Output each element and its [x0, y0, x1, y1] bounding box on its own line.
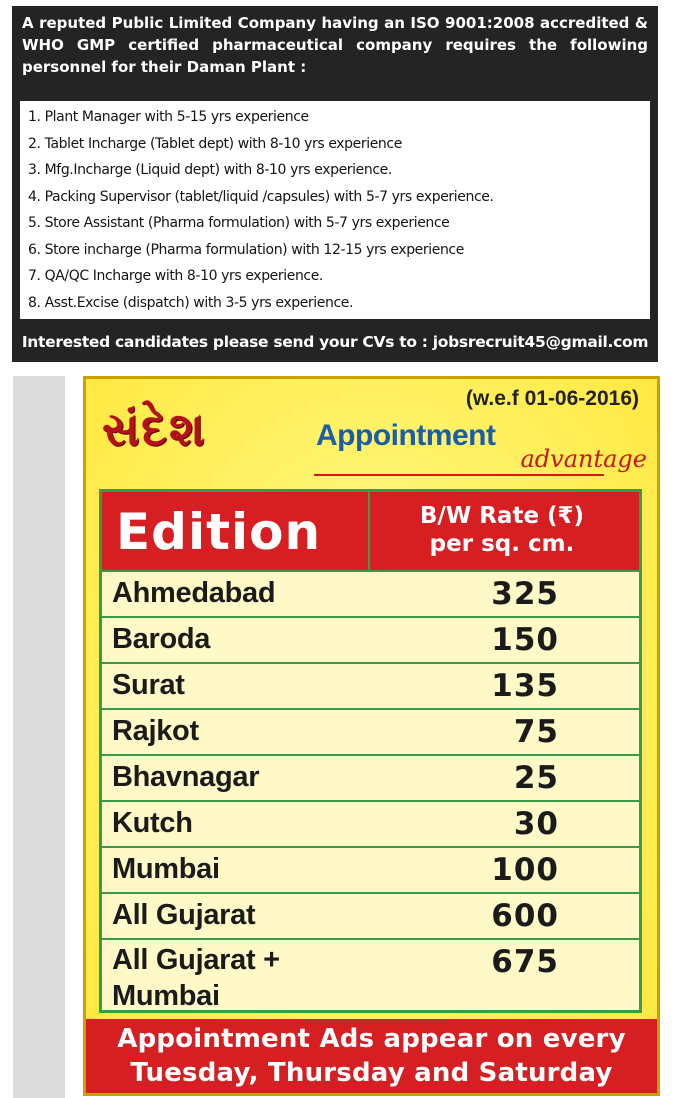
job-ad-intro: A reputed Public Limited Company having an ISO 9001:2008 accredited & WHO GMP certified pharmaceutical company requires the following personnel for their Daman Plant : [22, 14, 648, 76]
title-underline [314, 474, 604, 476]
header-rate [372, 502, 632, 558]
edition-cell: Bhavnagar [112, 761, 260, 793]
position-item: 7. QA/QC Incharge with 8-10 yrs experience. [28, 268, 323, 284]
position-item: 4. Packing Supervisor (tablet/liquid /capsules) with 5-7 yrs experience. [28, 188, 494, 205]
job-advertisement [12, 6, 658, 362]
rate-cell: 150 [491, 622, 559, 658]
edition-cell: Rajkot [112, 715, 199, 747]
edition-cell: Baroda [112, 623, 211, 655]
edition-cell: Surat [112, 669, 185, 701]
position-item: 3. Mfg.Incharge (Liquid dept) with 8-10 yrs experience. [28, 162, 392, 178]
table-body [102, 572, 639, 1014]
position-item: 1. Plant Manager with 5-15 yrs experience [28, 109, 309, 125]
table-row [102, 940, 639, 1014]
table-row [102, 710, 639, 756]
effective-date: (w.e.f 01-06-2016) [465, 387, 639, 410]
position-item: 5. Store Assistant (Pharma formulation) with 5-7 yrs experience [28, 215, 450, 231]
header-rate-line2: per sq. cm. [429, 531, 575, 557]
rate-cell: 75 [513, 714, 559, 750]
edition-cell: All Gujarat + Mumbai [112, 944, 280, 1012]
positions-list [20, 101, 650, 319]
rate-card [83, 376, 660, 1096]
schedule-line2: Tuesday, Thursday and Saturday [130, 1058, 613, 1088]
table-row [102, 664, 639, 710]
edition-cell: Kutch [112, 807, 193, 839]
rate-table [99, 489, 642, 1013]
position-item: 6. Store incharge (Pharma formulation) with 12-15 yrs experience [28, 241, 464, 258]
rate-cell: 675 [491, 944, 559, 980]
rate-cell: 600 [491, 898, 559, 934]
table-row [102, 848, 639, 894]
edition-cell: Mumbai [112, 853, 220, 885]
edition-cell: Ahmedabad [112, 577, 276, 609]
table-header [102, 492, 639, 572]
appointment-title: Appointment [316, 419, 496, 452]
table-row [102, 572, 639, 618]
side-strip [13, 376, 65, 1098]
table-row [102, 756, 639, 802]
header-edition: Edition [116, 503, 322, 561]
header-rate-line1: B/W Rate (₹) [419, 503, 585, 529]
advantage-subtitle: advantage [520, 445, 647, 473]
rate-cell: 30 [513, 806, 559, 842]
rate-cell: 25 [513, 760, 559, 796]
schedule-banner [86, 1019, 657, 1093]
position-item: 8. Asst.Excise (dispatch) with 3-5 yrs experience. [28, 294, 354, 311]
table-row [102, 894, 639, 940]
rate-cell: 325 [491, 576, 559, 612]
schedule-line1: Appointment Ads appear on every [117, 1024, 626, 1054]
position-item: 2. Tablet Incharge (Tablet dept) with 8-10 yrs experience [28, 135, 402, 152]
header-divider [368, 492, 370, 570]
table-row [102, 802, 639, 848]
rate-cell: 100 [491, 852, 559, 888]
contact-line: Interested candidates please send your CVs to : jobsrecruit45@gmail.com [21, 333, 649, 351]
edition-cell: All Gujarat [112, 899, 256, 931]
rate-cell: 135 [491, 668, 559, 704]
brand-logo: સંદેશ [102, 402, 207, 456]
table-row [102, 618, 639, 664]
